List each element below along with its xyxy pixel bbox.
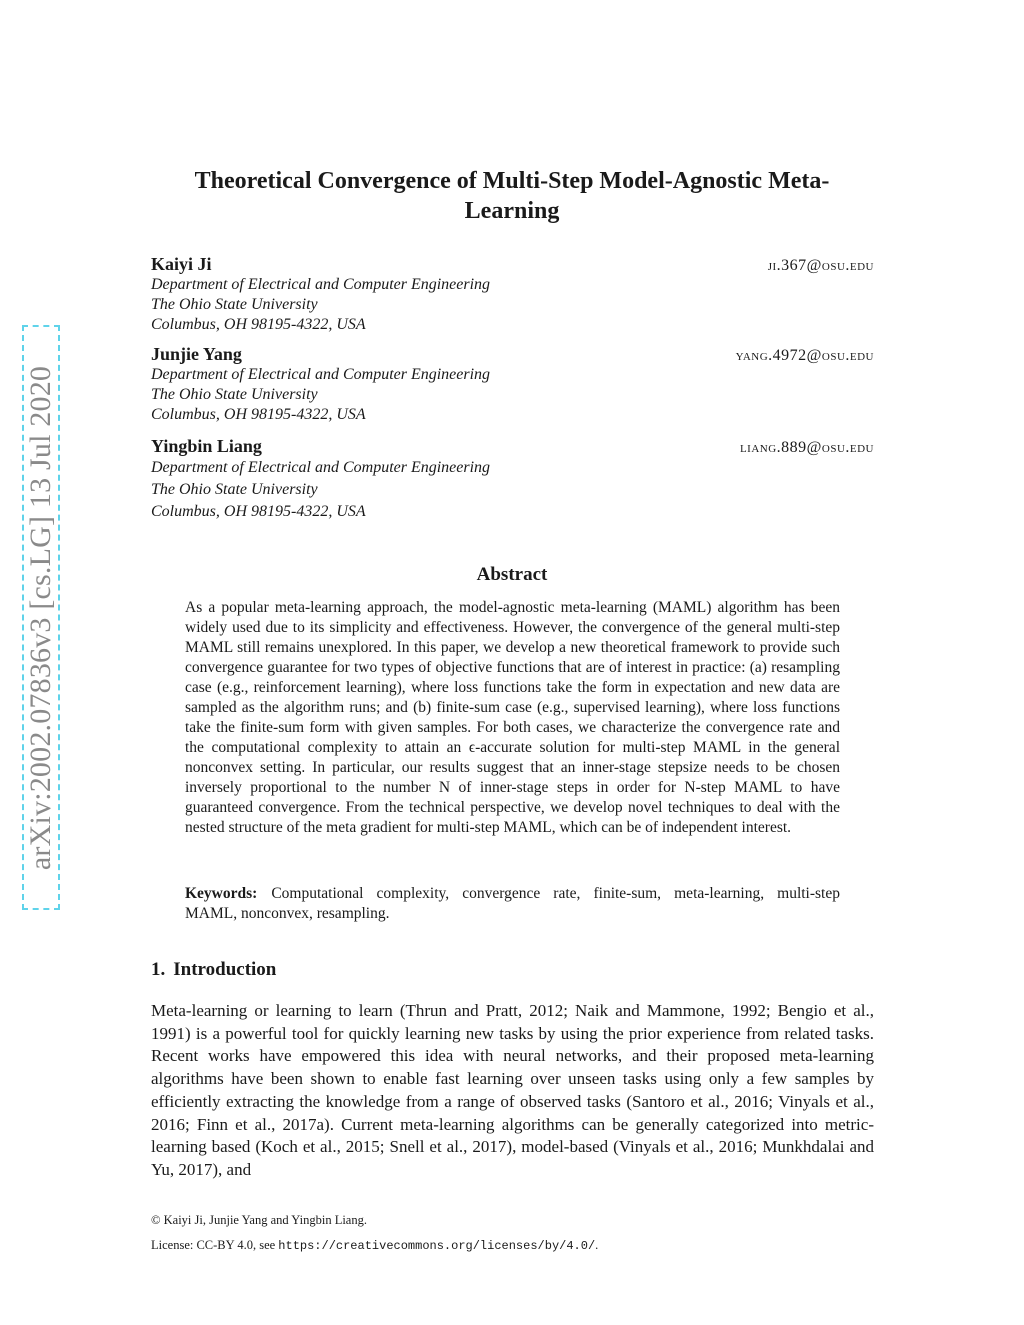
author-name: Kaiyi Ji [151,254,212,274]
license-prefix: License: CC-BY 4.0, see [151,1238,276,1252]
author-block [151,254,874,335]
section-body: Meta-learning or learning to learn (Thrun and Pratt, 2012; Naik and Mammone, 1992; Bengio et al., 1991) is a powerful tool for quickly learning new tasks by using the prior experience from related tasks. Recent works have empowered this idea with neural networks, and their proposed meta-learning algorithms have been shown to enable fast learning over unseen tasks using only a few samples by efficiently extracting the knowledge from a range of observed tasks (Santoro et al., 2016; Vinyals et al., 2016; Finn et al., 2017a). Current meta-learning algorithms can be generally categorized into metric-learning based (Koch et al., 2015; Snell et al., 2017), model-based (Vinyals et al., 2016; Munkhdalai and Yu, 2017), and [151,1001,874,1179]
section-number: 1. [151,959,166,980]
author-department: Department of Electrical and Computer Engineering [151,276,491,293]
paper-title: Theoretical Convergence of Multi-Step Model-Agnostic Meta-Learning [194,168,830,224]
license-suffix: . [595,1238,599,1252]
author-email[interactable]: ji.367@osu.edu [767,257,874,274]
section-title: Introduction [173,959,277,980]
license-url[interactable]: https://creativecommons.org/licenses/by/4.0/ [278,1239,596,1253]
author-address: Columbus, OH 98195-4322, USA [151,316,366,333]
keywords-label: Keywords: [185,885,258,902]
license-line [151,1238,874,1253]
author-email[interactable]: liang.889@osu.edu [739,439,874,456]
author-university: The Ohio State University [151,386,318,403]
keywords [185,884,840,924]
section-heading [151,959,276,981]
author-block [151,344,874,425]
author-address: Columbus, OH 98195-4322, USA [151,503,366,520]
author-department: Department of Electrical and Computer Engineering [151,366,491,383]
abstract-text: As a popular meta-learning approach, the model-agnostic meta-learning (MAML) algorithm has been widely used due to its simplicity and effectiveness. However, the convergence of the general multi-step MAML still remains unexplored. In this paper, we develop a new theoretical framework to provide such convergence guarantee for two types of objective functions that are of interest in practice: (a) resampling case (e.g., reinforcement learning), where loss functions take the form in expectation and new data are sampled as the algorithm runs; and (b) finite-sum case (e.g., supervised learning), where loss functions take the finite-sum form with given samples. For both cases, we characterize the convergence rate and the computational complexity to attain an ϵ-accurate solution for multi-step MAML in the general nonconvex setting. In particular, our results suggest that an inner-stage stepsize needs to be chosen inversely proportional to the number N of inner-stage steps in order for N-step MAML to have guaranteed convergence. From the technical perspective, we develop novel techniques to deal with the nested structure of the meta gradient for multi-step MAML, which can be of independent interest. [185,599,840,836]
abstract-heading: Abstract [476,564,548,585]
copyright-line: © Kaiyi Ji, Junjie Yang and Yingbin Liang. [151,1213,367,1227]
arxiv-id: arXiv:2002.07836v3 [cs.LG] 13 Jul 2020 [24,365,57,870]
author-department: Department of Electrical and Computer Engineering [151,459,491,476]
author-university: The Ohio State University [151,481,318,498]
author-university: The Ohio State University [151,296,318,313]
author-address: Columbus, OH 98195-4322, USA [151,406,366,423]
author-block [151,436,874,523]
keywords-text: Computational complexity, convergence rate, finite-sum, meta-learning, multi-step MAML, nonconvex, resampling. [185,885,840,922]
author-email[interactable]: yang.4972@osu.edu [735,347,874,364]
arxiv-stamp [22,325,60,910]
author-name: Junjie Yang [151,344,242,364]
author-name: Yingbin Liang [151,436,262,456]
